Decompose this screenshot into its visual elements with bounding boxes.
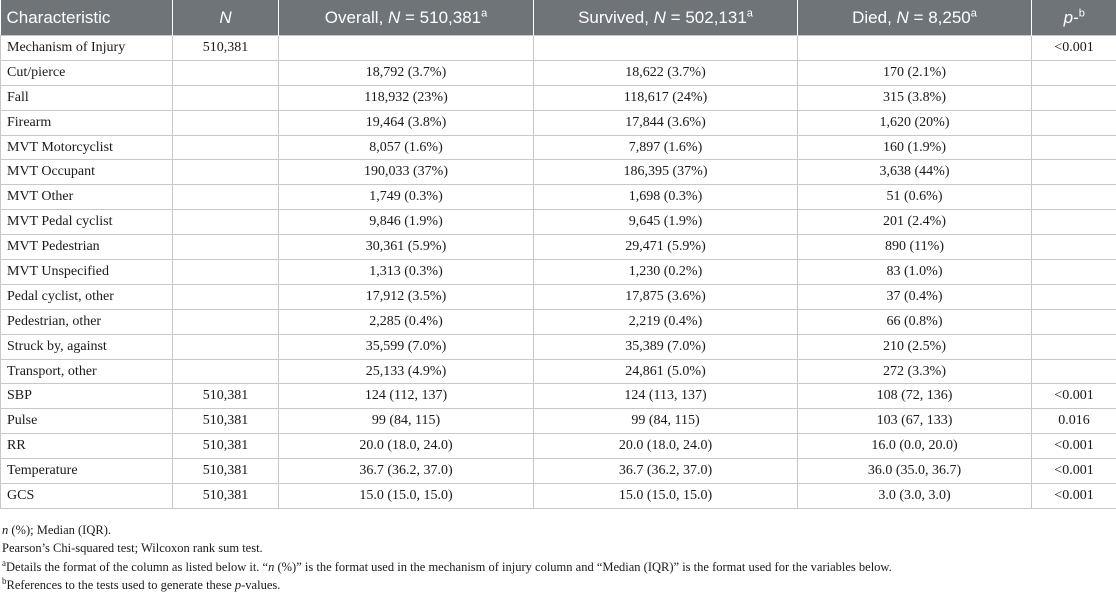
- cell-characteristic: GCS: [1, 484, 173, 509]
- cell-died: 210 (2.5%): [798, 334, 1032, 359]
- cell-overall: 35,599 (7.0%): [279, 334, 534, 359]
- cell-characteristic: MVT Pedal cyclist: [1, 210, 173, 235]
- cell-overall: 20.0 (18.0, 24.0): [279, 434, 534, 459]
- cell-characteristic: Pedestrian, other: [1, 309, 173, 334]
- table-row: [1, 135, 1116, 160]
- cell-p-value: [1032, 309, 1116, 334]
- cell-p-value: [1032, 135, 1116, 160]
- cell-characteristic: Mechanism of Injury: [1, 36, 173, 61]
- cell-survived: 9,645 (1.9%): [534, 210, 798, 235]
- cell-overall: 8,057 (1.6%): [279, 135, 534, 160]
- cell-overall: 190,033 (37%): [279, 160, 534, 185]
- cell-died: 108 (72, 136): [798, 384, 1032, 409]
- cell-survived: 7,897 (1.6%): [534, 135, 798, 160]
- cell-died: 890 (11%): [798, 235, 1032, 260]
- table-row: [1, 334, 1116, 359]
- cell-survived: 124 (113, 137): [534, 384, 798, 409]
- footnote-tests: Pearson’s Chi-squared test; Wilcoxon rank sum test.: [2, 541, 263, 556]
- cell-n: [173, 85, 279, 110]
- cell-p-value: [1032, 284, 1116, 309]
- cell-survived: 1,698 (0.3%): [534, 185, 798, 210]
- cell-died: 51 (0.6%): [798, 185, 1032, 210]
- cell-characteristic: Pulse: [1, 409, 173, 434]
- cell-overall: 124 (112, 137): [279, 384, 534, 409]
- cell-n: [173, 210, 279, 235]
- cell-characteristic: MVT Pedestrian: [1, 235, 173, 260]
- table-row: [1, 434, 1116, 459]
- cell-n: 510,381: [173, 434, 279, 459]
- cell-p-value: [1032, 359, 1116, 384]
- table-row: [1, 484, 1116, 509]
- cell-characteristic: Transport, other: [1, 359, 173, 384]
- cell-survived: 17,844 (3.6%): [534, 110, 798, 135]
- cell-p-value: [1032, 60, 1116, 85]
- table-row: [1, 284, 1116, 309]
- cell-characteristic: Cut/pierce: [1, 60, 173, 85]
- cell-n: [173, 309, 279, 334]
- cell-survived: 2,219 (0.4%): [534, 309, 798, 334]
- table-row: [1, 459, 1116, 484]
- cell-n: 510,381: [173, 36, 279, 61]
- table-row: [1, 85, 1116, 110]
- table-row: [1, 359, 1116, 384]
- table-row: [1, 409, 1116, 434]
- cell-overall: 2,285 (0.4%): [279, 309, 534, 334]
- cell-characteristic: Pedal cyclist, other: [1, 284, 173, 309]
- cell-n: [173, 284, 279, 309]
- header-n: N: [173, 0, 279, 36]
- cell-n: [173, 60, 279, 85]
- cell-overall: 18,792 (3.7%): [279, 60, 534, 85]
- cell-p-value: [1032, 334, 1116, 359]
- cell-overall: 36.7 (36.2, 37.0): [279, 459, 534, 484]
- cell-characteristic: MVT Unspecified: [1, 260, 173, 285]
- cell-died: 103 (67, 133): [798, 409, 1032, 434]
- cell-overall: 30,361 (5.9%): [279, 235, 534, 260]
- cell-survived: 18,622 (3.7%): [534, 60, 798, 85]
- cell-characteristic: Temperature: [1, 459, 173, 484]
- cell-n: 510,381: [173, 459, 279, 484]
- table-row: [1, 60, 1116, 85]
- cell-n: [173, 235, 279, 260]
- cell-n: [173, 185, 279, 210]
- cell-p-value: [1032, 110, 1116, 135]
- cell-survived: 29,471 (5.9%): [534, 235, 798, 260]
- cell-overall: 17,912 (3.5%): [279, 284, 534, 309]
- cell-p-value: [1032, 210, 1116, 235]
- table-row: [1, 309, 1116, 334]
- cell-survived: [534, 36, 798, 61]
- cell-p-value: <0.001: [1032, 434, 1116, 459]
- cell-p-value: <0.001: [1032, 459, 1116, 484]
- cell-characteristic: MVT Occupant: [1, 160, 173, 185]
- footnote-b: $^b$References to the tests used to generate these p-values.: [2, 576, 281, 593]
- cell-p-value: <0.001: [1032, 484, 1116, 509]
- cell-survived: 24,861 (5.0%): [534, 359, 798, 384]
- cell-survived: 99 (84, 115): [534, 409, 798, 434]
- cell-overall: 19,464 (3.8%): [279, 110, 534, 135]
- cell-died: 3,638 (44%): [798, 160, 1032, 185]
- cell-died: 160 (1.9%): [798, 135, 1032, 160]
- cell-survived: 118,617 (24%): [534, 85, 798, 110]
- cell-n: 510,381: [173, 384, 279, 409]
- header-survived: Survived, N = 502,131$^a$: [534, 0, 798, 36]
- cell-died: 1,620 (20%): [798, 110, 1032, 135]
- table-row: [1, 160, 1116, 185]
- cell-n: 510,381: [173, 484, 279, 509]
- cell-died: 36.0 (35.0, 36.7): [798, 459, 1032, 484]
- cell-characteristic: Fall: [1, 85, 173, 110]
- cell-characteristic: SBP: [1, 384, 173, 409]
- cell-survived: 17,875 (3.6%): [534, 284, 798, 309]
- header-p-value: p-$^b$: [1032, 0, 1116, 36]
- cell-overall: 118,932 (23%): [279, 85, 534, 110]
- cell-p-value: 0.016: [1032, 409, 1116, 434]
- cell-p-value: [1032, 85, 1116, 110]
- cell-overall: 1,313 (0.3%): [279, 260, 534, 285]
- cell-p-value: [1032, 160, 1116, 185]
- cell-died: 37 (0.4%): [798, 284, 1032, 309]
- cell-died: 201 (2.4%): [798, 210, 1032, 235]
- cell-n: [173, 110, 279, 135]
- cell-died: 16.0 (0.0, 20.0): [798, 434, 1032, 459]
- footnote-a: $^a$Details the format of the column as listed below it. “n (%)” is the format used in the mechanism of injury column and “Median (IQR)” is the format used for the variables below.: [2, 557, 892, 574]
- cell-p-value: <0.001: [1032, 384, 1116, 409]
- table-row: [1, 185, 1116, 210]
- cell-survived: 35,389 (7.0%): [534, 334, 798, 359]
- cell-characteristic: RR: [1, 434, 173, 459]
- cell-overall: 25,133 (4.9%): [279, 359, 534, 384]
- cell-n: [173, 334, 279, 359]
- cell-overall: 15.0 (15.0, 15.0): [279, 484, 534, 509]
- cell-overall: [279, 36, 534, 61]
- cell-p-value: <0.001: [1032, 36, 1116, 61]
- cell-died: [798, 36, 1032, 61]
- cell-survived: 1,230 (0.2%): [534, 260, 798, 285]
- cell-died: 3.0 (3.0, 3.0): [798, 484, 1032, 509]
- footnote-formats: n (%); Median (IQR).: [2, 522, 111, 537]
- header-characteristic: Characteristic: [1, 0, 173, 36]
- header-died: Died, N = 8,250$^a$: [798, 0, 1032, 36]
- table-footnotes: [0, 521, 1116, 595]
- cell-survived: 186,395 (37%): [534, 160, 798, 185]
- table-body: [1, 36, 1116, 509]
- table-row: [1, 235, 1116, 260]
- cell-survived: 20.0 (18.0, 24.0): [534, 434, 798, 459]
- cell-n: [173, 260, 279, 285]
- cell-overall: 99 (84, 115): [279, 409, 534, 434]
- cell-n: [173, 359, 279, 384]
- header-row: [1, 0, 1116, 36]
- cell-died: 66 (0.8%): [798, 309, 1032, 334]
- cell-n: 510,381: [173, 409, 279, 434]
- table-row: [1, 210, 1116, 235]
- cell-survived: 15.0 (15.0, 15.0): [534, 484, 798, 509]
- cell-died: 170 (2.1%): [798, 60, 1032, 85]
- table-row: [1, 110, 1116, 135]
- cell-p-value: [1032, 235, 1116, 260]
- cell-p-value: [1032, 185, 1116, 210]
- cell-characteristic: MVT Other: [1, 185, 173, 210]
- cell-died: 272 (3.3%): [798, 359, 1032, 384]
- table-row: [1, 384, 1116, 409]
- table-row: [1, 36, 1116, 61]
- cell-n: [173, 135, 279, 160]
- cell-overall: 1,749 (0.3%): [279, 185, 534, 210]
- cell-p-value: [1032, 260, 1116, 285]
- cell-died: 83 (1.0%): [798, 260, 1032, 285]
- cell-overall: 9,846 (1.9%): [279, 210, 534, 235]
- table-row: [1, 260, 1116, 285]
- cell-characteristic: Struck by, against: [1, 334, 173, 359]
- header-overall: Overall, N = 510,381$^a$: [279, 0, 534, 36]
- cell-characteristic: Firearm: [1, 110, 173, 135]
- cell-n: [173, 160, 279, 185]
- cell-died: 315 (3.8%): [798, 85, 1032, 110]
- cell-characteristic: MVT Motorcyclist: [1, 135, 173, 160]
- cell-survived: 36.7 (36.2, 37.0): [534, 459, 798, 484]
